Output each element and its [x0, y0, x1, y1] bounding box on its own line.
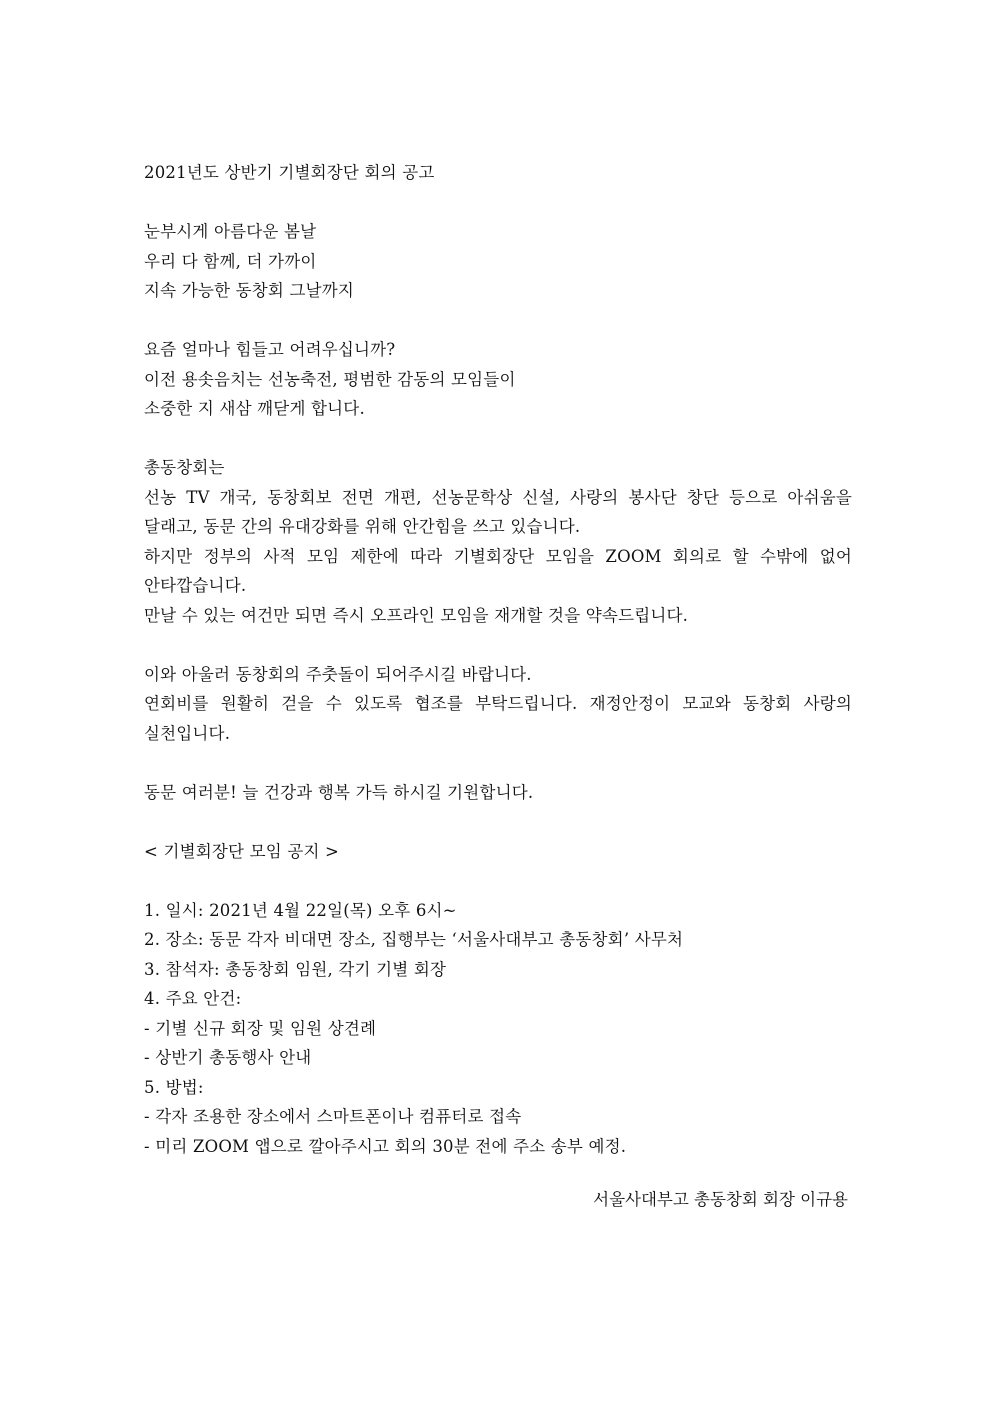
paragraph-text: 선농 TV 개국, 동창회보 전면 개편, 선농문학상 신설, 사랑의 봉사단 창단 등으로 아쉬움을 달래고, 동문 간의 유대강화를 위해 안간힘을 쓰고 있습니다.	[144, 487, 852, 536]
notice-item: 3. 참석자: 총동창회 임원, 각기 기별 회장	[144, 959, 447, 979]
signature: 서울사대부고 총동창회 회장 이규용	[593, 1190, 848, 1209]
document-title: 2021년도 상반기 기별회장단 회의 공고	[144, 163, 435, 182]
spacer	[144, 188, 852, 218]
paragraph-text: 하지만 정부의 사적 모임 제한에 따라 기별회장단 모임을 ZOOM 회의로 할 수밖에 없어 안타깝습니다.	[144, 546, 852, 595]
spacer	[144, 748, 852, 778]
paragraph-intro: 총동창회는	[144, 458, 225, 477]
spacer	[144, 866, 852, 896]
paragraph-text: 연회비를 원활히 걷을 수 있도록 협조를 부탁드립니다. 재정안정이 모교와 동창회 사랑의 실천입니다.	[144, 694, 852, 743]
spacer	[144, 807, 852, 837]
notice-heading: < 기별회장단 모임 공지 >	[144, 841, 340, 861]
spacer	[144, 630, 852, 660]
notice-subitem: - 미리 ZOOM 앱으로 깔아주시고 회의 30분 전에 주소 송부 예정.	[144, 1136, 627, 1156]
notice-item: 4. 주요 안건:	[144, 989, 242, 1008]
closing-text: 동문 여러분! 늘 건강과 행복 가득 하시길 기원합니다.	[144, 782, 534, 802]
notice-subitem: - 상반기 총동행사 안내	[144, 1048, 312, 1067]
poem-line: 눈부시게 아름다운 봄날	[144, 222, 317, 241]
notice-item: 2. 장소: 동문 각자 비대면 장소, 집행부는 ‘서울사대부고 총동창회’ 사무처	[144, 930, 684, 949]
poem-line: 지속 가능한 동창회 그날까지	[144, 281, 355, 300]
notice-item: 5. 방법:	[144, 1077, 204, 1097]
paragraph-text: 이와 아울러 동창회의 주춧돌이 되어주시길 바랍니다.	[144, 664, 532, 684]
notice-item: 1. 일시: 2021년 4월 22일(목) 오후 6시~	[144, 900, 457, 920]
document-body	[144, 158, 852, 1161]
paragraph-line: 요즘 얼마나 힘들고 어려우십니까?	[144, 340, 396, 359]
paragraph-line: 이전 용솟음치는 선농축전, 평범한 감동의 모임들이	[144, 369, 516, 389]
spacer	[144, 424, 852, 454]
notice-subitem: - 각자 조용한 장소에서 스마트폰이나 컴퓨터로 접속	[144, 1107, 522, 1126]
spacer	[144, 306, 852, 336]
paragraph-text: 만날 수 있는 여건만 되면 즉시 오프라인 모임을 재개할 것을 약속드립니다.	[144, 605, 689, 625]
poem-line: 우리 다 함께, 더 가까이	[144, 251, 317, 271]
notice-subitem: - 기별 신규 회장 및 임원 상견례	[144, 1018, 377, 1038]
paragraph-line: 소중한 지 새삼 깨닫게 합니다.	[144, 399, 365, 418]
